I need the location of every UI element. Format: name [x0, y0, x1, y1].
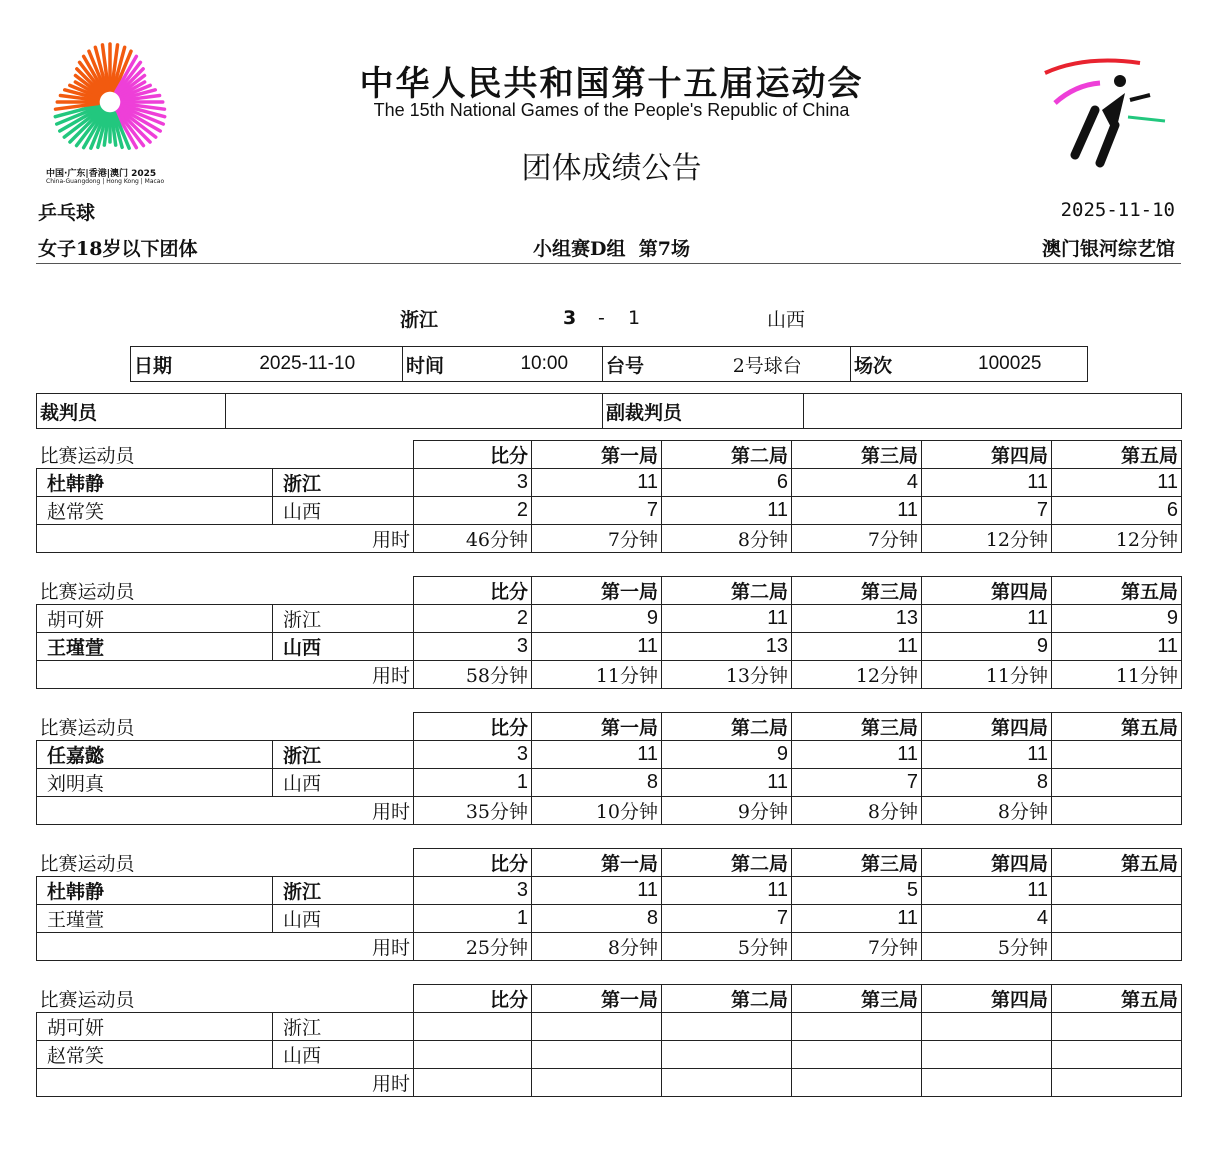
report-title: 团体成绩公告 — [521, 151, 702, 186]
player-name: 赵常笑 — [37, 1041, 273, 1069]
player-match-score — [414, 1041, 532, 1069]
player-name: 刘明真 — [37, 769, 273, 797]
match-table — [36, 576, 1182, 689]
player-row — [37, 1041, 1182, 1069]
player-team: 浙江 — [273, 741, 414, 769]
game-score — [922, 1041, 1052, 1069]
game-header: 第二局 — [662, 985, 792, 1013]
duration-row — [37, 797, 1182, 825]
referee-value — [226, 394, 603, 429]
game-header: 第一局 — [532, 985, 662, 1013]
table-value: 2号球台 — [685, 347, 851, 382]
game-score: 9 — [532, 605, 662, 633]
game-duration — [662, 1069, 792, 1097]
game-score: 7 — [662, 905, 792, 933]
game-score — [1052, 905, 1182, 933]
duration-row — [37, 933, 1182, 961]
game-score: 8 — [922, 769, 1052, 797]
player-name: 杜韩静 — [37, 877, 273, 905]
player-team: 山西 — [273, 905, 414, 933]
game-score: 13 — [662, 633, 792, 661]
game-score — [1052, 1041, 1182, 1069]
total-duration: 46分钟 — [414, 525, 532, 553]
player-match-score: 1 — [414, 769, 532, 797]
team-b: 山西 — [767, 309, 806, 331]
game-duration: 8分钟 — [662, 525, 792, 553]
game-score — [792, 1013, 922, 1041]
game-header: 第四局 — [922, 713, 1052, 741]
game-header: 第一局 — [532, 441, 662, 469]
game-score: 9 — [922, 633, 1052, 661]
player-name: 王瑾萱 — [37, 633, 273, 661]
player-name: 杜韩静 — [37, 469, 273, 497]
game-duration — [1052, 797, 1182, 825]
game-header: 第五局 — [1052, 441, 1182, 469]
score-header: 比分 — [414, 713, 532, 741]
game-header: 第二局 — [662, 441, 792, 469]
game-score: 11 — [792, 497, 922, 525]
player-match-score: 3 — [414, 741, 532, 769]
duration-label: 用时 — [37, 933, 414, 961]
game-score — [1052, 1013, 1182, 1041]
game-score: 11 — [922, 741, 1052, 769]
player-row — [37, 769, 1182, 797]
player-team: 浙江 — [273, 877, 414, 905]
player-row — [37, 905, 1182, 933]
date-value: 2025-11-10 — [213, 347, 403, 382]
game-header: 第四局 — [922, 441, 1052, 469]
time-value: 10:00 — [487, 347, 603, 382]
game-duration — [1052, 1069, 1182, 1097]
game-duration: 13分钟 — [662, 661, 792, 689]
game-header: 第五局 — [1052, 713, 1182, 741]
game-score: 11 — [792, 741, 922, 769]
total-duration — [414, 1069, 532, 1097]
players-caption: 比赛运动员 — [37, 441, 414, 469]
player-team: 山西 — [273, 769, 414, 797]
logo-text-en: China-Guangdong | Hong Kong | Macao — [46, 178, 165, 185]
game-header: 第三局 — [792, 985, 922, 1013]
player-team: 山西 — [273, 633, 414, 661]
game-score: 11 — [662, 877, 792, 905]
score-header: 比分 — [414, 849, 532, 877]
match-table — [36, 712, 1182, 825]
round: 小组赛D组 第7场 — [533, 238, 690, 260]
total-duration: 58分钟 — [414, 661, 532, 689]
game-score — [532, 1041, 662, 1069]
players-caption: 比赛运动员 — [37, 713, 414, 741]
game-score — [1052, 877, 1182, 905]
game-header: 第二局 — [662, 577, 792, 605]
title-en: The 15th National Games of the People's Republic of China — [373, 100, 850, 120]
match-table — [36, 848, 1182, 961]
game-score: 9 — [1052, 605, 1182, 633]
match-no-value: 100025 — [933, 347, 1088, 382]
game-header: 第五局 — [1052, 577, 1182, 605]
player-row — [37, 741, 1182, 769]
game-header: 第三局 — [792, 713, 922, 741]
player-match-score: 2 — [414, 497, 532, 525]
game-score — [1052, 769, 1182, 797]
players-caption: 比赛运动员 — [37, 577, 414, 605]
game-duration: 9分钟 — [662, 797, 792, 825]
game-score: 6 — [662, 469, 792, 497]
team-a: 浙江 — [400, 309, 439, 331]
player-match-score: 3 — [414, 877, 532, 905]
game-score: 11 — [662, 497, 792, 525]
player-match-score: 3 — [414, 633, 532, 661]
duration-row — [37, 525, 1182, 553]
game-score: 7 — [922, 497, 1052, 525]
score-header: 比分 — [414, 985, 532, 1013]
game-duration: 8分钟 — [922, 797, 1052, 825]
game-header: 第一局 — [532, 713, 662, 741]
game-score: 11 — [1052, 633, 1182, 661]
game-duration: 11分钟 — [532, 661, 662, 689]
score-dash: - — [598, 307, 605, 329]
game-score — [792, 1041, 922, 1069]
game-duration: 8分钟 — [532, 933, 662, 961]
game-score: 11 — [662, 769, 792, 797]
game-duration: 11分钟 — [1052, 661, 1182, 689]
player-team: 山西 — [273, 497, 414, 525]
logo-text-cn: 中国·广东|香港|澳门 2025 — [46, 169, 157, 179]
score-header: 比分 — [414, 577, 532, 605]
header-divider — [36, 263, 1181, 264]
game-score: 6 — [1052, 497, 1182, 525]
game-score: 11 — [922, 605, 1052, 633]
game-duration: 7分钟 — [792, 933, 922, 961]
game-header: 第一局 — [532, 849, 662, 877]
game-duration: 7分钟 — [792, 525, 922, 553]
player-name: 胡可妍 — [37, 1013, 273, 1041]
match-table — [36, 440, 1182, 553]
player-name: 胡可妍 — [37, 605, 273, 633]
game-header: 第五局 — [1052, 849, 1182, 877]
game-header: 第二局 — [662, 713, 792, 741]
score-a: 3 — [563, 307, 577, 329]
player-row — [37, 1013, 1182, 1041]
table-label: 台号 — [603, 347, 685, 382]
players-caption: 比赛运动员 — [37, 849, 414, 877]
game-header: 第四局 — [922, 577, 1052, 605]
duration-row — [37, 661, 1182, 689]
event: 女子18岁以下团体 — [38, 238, 198, 260]
player-name: 任嘉懿 — [37, 741, 273, 769]
duration-label: 用时 — [37, 661, 414, 689]
score-header: 比分 — [414, 441, 532, 469]
game-duration: 5分钟 — [662, 933, 792, 961]
game-duration: 12分钟 — [792, 661, 922, 689]
player-match-score: 3 — [414, 469, 532, 497]
player-row — [37, 877, 1182, 905]
date: 2025-11-10 — [1060, 199, 1175, 221]
game-duration: 12分钟 — [1052, 525, 1182, 553]
game-duration: 12分钟 — [922, 525, 1052, 553]
player-name: 王瑾萱 — [37, 905, 273, 933]
player-match-score — [414, 1013, 532, 1041]
player-team: 浙江 — [273, 605, 414, 633]
game-score: 11 — [1052, 469, 1182, 497]
game-score: 4 — [922, 905, 1052, 933]
game-score: 8 — [532, 769, 662, 797]
game-header: 第二局 — [662, 849, 792, 877]
duration-label: 用时 — [37, 1069, 414, 1097]
game-score: 7 — [792, 769, 922, 797]
officials-table — [36, 393, 1182, 429]
game-score: 7 — [532, 497, 662, 525]
game-score: 11 — [922, 877, 1052, 905]
total-duration: 35分钟 — [414, 797, 532, 825]
player-team: 浙江 — [273, 469, 414, 497]
player-match-score: 2 — [414, 605, 532, 633]
game-score: 9 — [662, 741, 792, 769]
game-header: 第三局 — [792, 577, 922, 605]
duration-label: 用时 — [37, 525, 414, 553]
players-caption: 比赛运动员 — [37, 985, 414, 1013]
game-score: 11 — [662, 605, 792, 633]
game-score — [1052, 741, 1182, 769]
game-score — [532, 1013, 662, 1041]
game-header: 第五局 — [1052, 985, 1182, 1013]
player-row — [37, 497, 1182, 525]
player-team: 山西 — [273, 1041, 414, 1069]
game-score: 11 — [792, 633, 922, 661]
score-b: 1 — [628, 307, 641, 329]
game-duration: 10分钟 — [532, 797, 662, 825]
game-header: 第三局 — [792, 849, 922, 877]
player-row — [37, 469, 1182, 497]
game-score: 11 — [532, 741, 662, 769]
game-score: 11 — [922, 469, 1052, 497]
player-name: 赵常笑 — [37, 497, 273, 525]
game-duration: 5分钟 — [922, 933, 1052, 961]
game-header: 第四局 — [922, 849, 1052, 877]
game-score: 11 — [792, 905, 922, 933]
game-score: 5 — [792, 877, 922, 905]
game-duration — [532, 1069, 662, 1097]
assistant-referee-label: 副裁判员 — [603, 394, 804, 429]
game-score — [662, 1041, 792, 1069]
game-score: 8 — [532, 905, 662, 933]
game-duration — [792, 1069, 922, 1097]
match-info-table — [130, 346, 1088, 382]
game-header: 第一局 — [532, 577, 662, 605]
game-duration: 8分钟 — [792, 797, 922, 825]
sport: 乒乓球 — [38, 202, 96, 224]
game-score: 4 — [792, 469, 922, 497]
game-score: 11 — [532, 877, 662, 905]
game-duration — [1052, 933, 1182, 961]
game-score — [662, 1013, 792, 1041]
game-duration — [922, 1069, 1052, 1097]
referee-label: 裁判员 — [37, 394, 226, 429]
player-row — [37, 633, 1182, 661]
game-score: 11 — [532, 469, 662, 497]
player-team: 浙江 — [273, 1013, 414, 1041]
game-duration: 7分钟 — [532, 525, 662, 553]
player-match-score: 1 — [414, 905, 532, 933]
time-label: 时间 — [403, 347, 487, 382]
player-row — [37, 605, 1182, 633]
game-header: 第四局 — [922, 985, 1052, 1013]
assistant-referee-value — [804, 394, 1182, 429]
duration-row — [37, 1069, 1182, 1097]
game-header: 第三局 — [792, 441, 922, 469]
match-table — [36, 984, 1182, 1097]
venue: 澳门银河综艺馆 — [1041, 238, 1175, 260]
game-score: 13 — [792, 605, 922, 633]
total-duration: 25分钟 — [414, 933, 532, 961]
duration-label: 用时 — [37, 797, 414, 825]
game-score — [922, 1013, 1052, 1041]
game-duration: 11分钟 — [922, 661, 1052, 689]
title-cn: 中华人民共和国第十五届运动会 — [359, 64, 864, 104]
date-label: 日期 — [131, 347, 213, 382]
match-no-label: 场次 — [851, 347, 933, 382]
game-score: 11 — [532, 633, 662, 661]
